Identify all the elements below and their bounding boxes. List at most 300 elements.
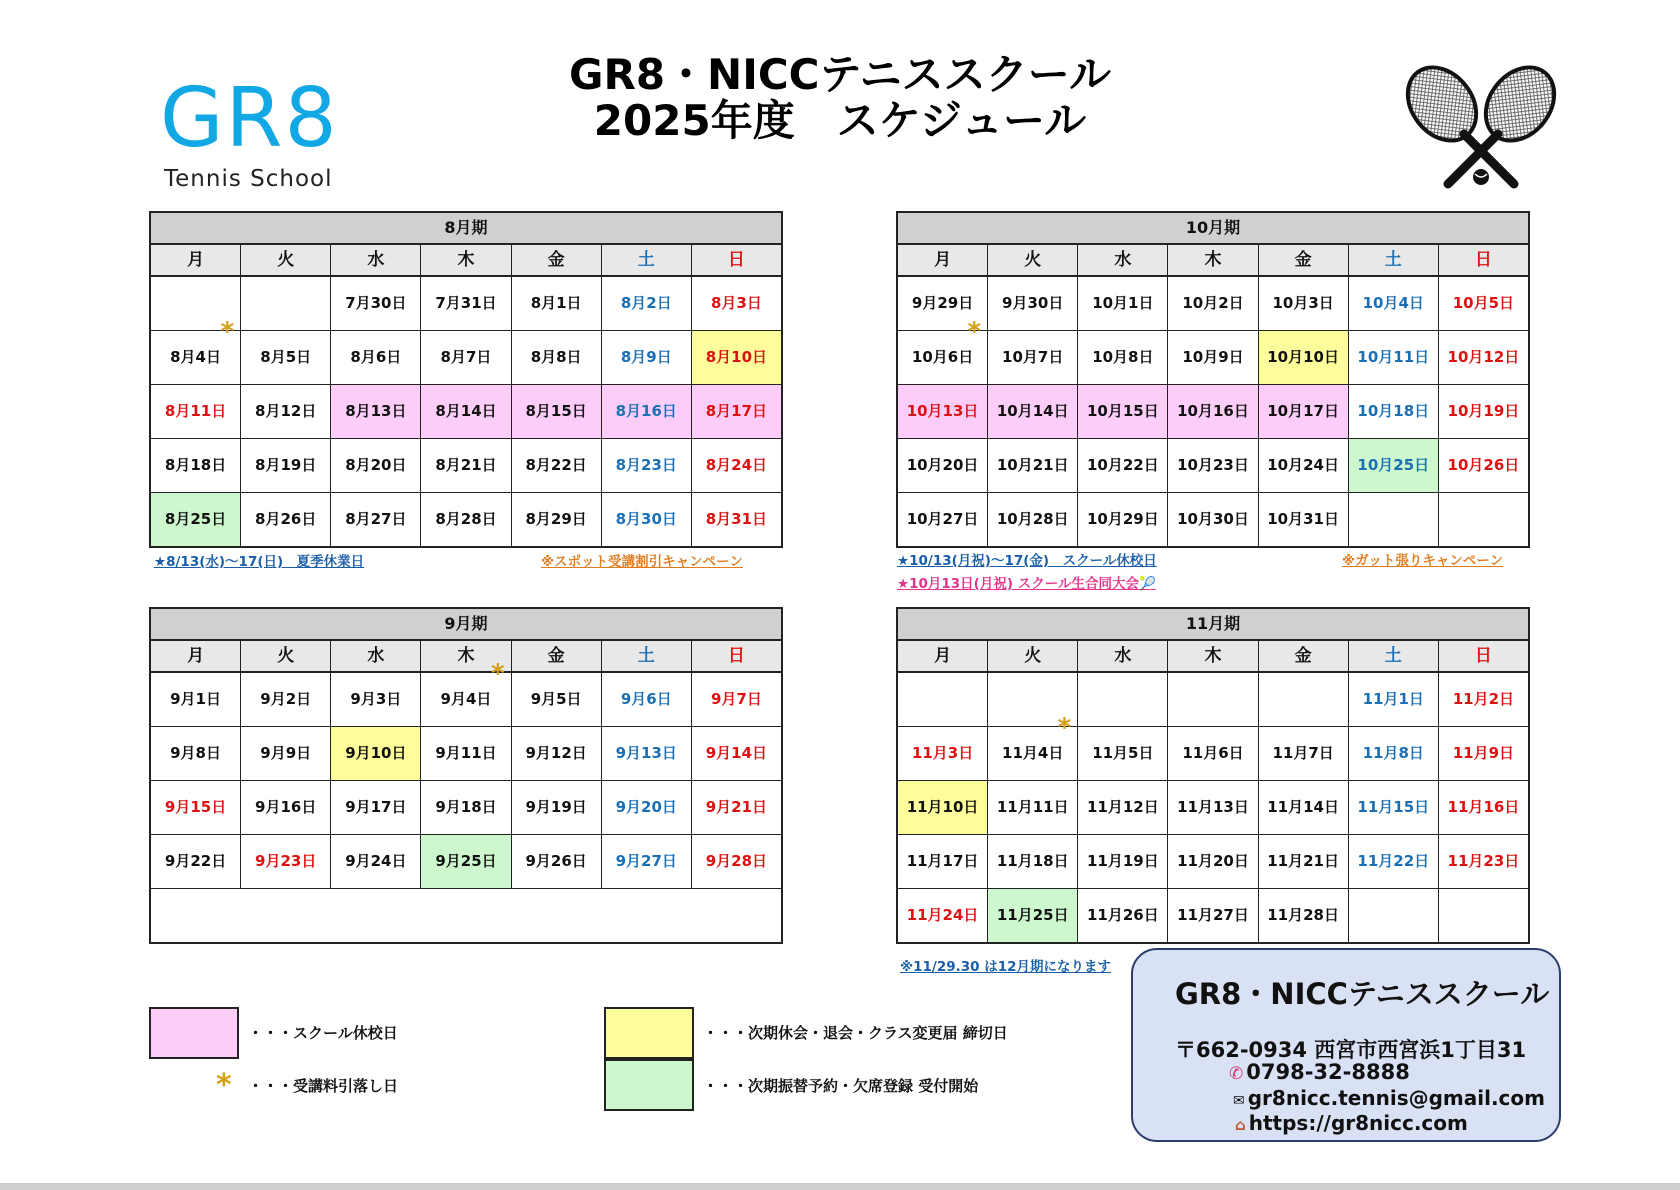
calendar-day-cell [512, 277, 602, 330]
day-label: 9月24日 [345, 852, 407, 870]
calendar-day-cell [1168, 385, 1258, 438]
day-label: 10月22日 [1086, 456, 1159, 474]
calendar-day-cell [692, 385, 781, 438]
day-label: 11月28日 [1267, 906, 1339, 924]
day-label: 9月28日 [705, 852, 768, 870]
day-label: 8月3日 [710, 294, 762, 312]
calendar-day-cell [1349, 385, 1439, 438]
day-label: 10月26日 [1447, 456, 1520, 474]
day-label: 10月31日 [1267, 510, 1339, 528]
day-label: 10月5日 [1452, 294, 1515, 312]
weekday-label: 水 [1078, 641, 1168, 671]
day-label: 11月17日 [906, 852, 979, 870]
day-label: 9月2日 [260, 690, 312, 708]
page-title [540, 52, 1140, 144]
calendar-day-cell [512, 673, 602, 726]
calendar-day-cell [1078, 889, 1168, 942]
day-label: 11月21日 [1267, 852, 1339, 870]
weekday-label: 日 [1474, 646, 1492, 666]
day-label: 8月9日 [620, 348, 672, 366]
weekday-label: 月 [898, 641, 988, 671]
calendar-day-cell [512, 439, 602, 492]
calendar-day-cell [1168, 889, 1258, 942]
contact-school-name: GR8・NICCテニススクール [1175, 977, 1550, 1011]
weekday-label: 火 [241, 641, 331, 671]
day-label: 11月14日 [1267, 798, 1339, 816]
note-october-tournament: ★10月13日(月祝) スクール生合同大会🎾 [897, 576, 1156, 592]
calendar-day-cell [692, 493, 781, 546]
day-label: 8月17日 [705, 402, 768, 420]
day-label: 8月29日 [525, 510, 587, 528]
day-label: 11月16日 [1447, 798, 1520, 816]
day-label: 10月20日 [906, 456, 979, 474]
note-october-gut-campaign: ※ガット張りキャンペーン [1342, 553, 1504, 569]
weekday-label: 日 [1474, 250, 1492, 270]
calendar-week-row [151, 317, 781, 385]
calendar-title: 10月期 [898, 213, 1528, 245]
calendar-day-cell [421, 835, 511, 888]
calendar-day-cell [1078, 727, 1168, 780]
bottom-border-strip [0, 1183, 1680, 1190]
calendar-day-cell [241, 439, 331, 492]
calendar-day-cell [1349, 331, 1439, 384]
calendar-week-row [151, 889, 781, 942]
weekday-header [151, 245, 781, 277]
weekday-label: 土 [1349, 641, 1439, 671]
day-label: 8月28日 [435, 510, 497, 528]
note-august-summer-holiday: ★8/13(水)～17(日) 夏季休業日 [154, 554, 365, 570]
contact-url[interactable]: https://gr8nicc.com [1248, 1111, 1468, 1135]
calendar-day-cell [512, 781, 602, 834]
day-label: 9月3日 [350, 690, 402, 708]
day-label: 11月7日 [1272, 744, 1334, 762]
day-label: 8月20日 [345, 456, 407, 474]
calendar-week-row [898, 385, 1528, 439]
calendar-day-cell [1168, 331, 1258, 384]
calendar-day-cell [1168, 835, 1258, 888]
day-label: 11月20日 [1177, 852, 1249, 870]
note-august-spot-campaign: ※スポット受講割引キャンペーン [541, 554, 743, 570]
calendar-empty-cell [1259, 673, 1349, 726]
legend-star-icon: * [216, 1068, 232, 1103]
contact-phone[interactable]: 0798-32-8888 [1246, 1060, 1410, 1084]
calendar-empty-cell [1439, 889, 1528, 942]
weekday-label: 金 [1259, 245, 1349, 275]
day-label: 9月4日 [440, 690, 492, 708]
weekday-label: 木 [421, 641, 511, 671]
calendar-october [896, 211, 1530, 548]
mail-icon: ✉ [1233, 1093, 1245, 1109]
calendar-day-cell [602, 439, 692, 492]
calendar-week-row [151, 659, 781, 727]
calendar-day-cell [988, 493, 1078, 546]
day-label: 11月15日 [1357, 798, 1430, 816]
day-label: 8月10日 [705, 348, 768, 366]
weekday-label: 土 [602, 641, 692, 671]
weekday-label: 月 [151, 245, 241, 275]
calendar-day-cell [898, 385, 988, 438]
weekday-label: 日 [727, 250, 745, 270]
calendar-day-cell [692, 439, 781, 492]
day-label: 11月9日 [1452, 744, 1515, 762]
day-label: 9月7日 [710, 690, 762, 708]
day-label: 10月18日 [1357, 402, 1430, 420]
day-label: 10月27日 [906, 510, 979, 528]
calendar-day-cell [692, 727, 781, 780]
calendar-day-cell [1078, 439, 1168, 492]
calendar-day-cell [151, 439, 241, 492]
gr8-logo [160, 71, 350, 192]
calendar-day-cell [1349, 277, 1439, 330]
calendar-day-cell [151, 385, 241, 438]
calendar-day-cell [512, 385, 602, 438]
calendar-week-row [898, 781, 1528, 835]
calendar-day-cell [241, 781, 331, 834]
weekday-label: 土 [1349, 245, 1439, 275]
day-label: 8月18日 [164, 456, 227, 474]
calendar-empty-cell [1078, 673, 1168, 726]
calendar-week-row [151, 727, 781, 781]
weekday-label: 水 [331, 245, 421, 275]
calendar-day-cell [1439, 385, 1528, 438]
calendar-day-cell [331, 277, 421, 330]
day-label: 8月23日 [615, 456, 677, 474]
day-label: 10月8日 [1092, 348, 1154, 366]
calendar-day-cell [1259, 889, 1349, 942]
day-label: 8月5日 [260, 348, 312, 366]
calendar-day-cell [331, 781, 421, 834]
day-label: 11月3日 [911, 744, 974, 762]
weekday-label: 火 [988, 245, 1078, 275]
calendar-day-cell [988, 439, 1078, 492]
calendar-day-cell [241, 727, 331, 780]
note-november-december-term: ※11/29.30 は12月期になります [900, 959, 1112, 975]
calendar-day-cell [602, 835, 692, 888]
day-label: 9月22日 [164, 852, 227, 870]
calendar-day-cell [988, 277, 1078, 330]
calendar-day-cell [421, 439, 511, 492]
legend-swatch-deadline [604, 1007, 694, 1059]
weekday-label: 火 [241, 245, 331, 275]
calendar-day-cell [1259, 439, 1349, 492]
day-label: 9月21日 [705, 798, 768, 816]
calendar-empty-cell [1349, 493, 1439, 546]
contact-address: 〒662-0934 西宮市西宮浜1丁目31 [1175, 1038, 1527, 1062]
contact-url-row [1235, 1111, 1468, 1135]
calendar-day-cell [241, 331, 331, 384]
day-label: 8月19日 [255, 456, 317, 474]
day-label: 10月21日 [996, 456, 1069, 474]
day-label: 9月14日 [705, 744, 768, 762]
calendar-day-cell [898, 889, 988, 942]
calendar-day-cell [602, 673, 692, 726]
day-label: 11月22日 [1357, 852, 1430, 870]
calendar-week-row [151, 277, 781, 331]
contact-email[interactable]: gr8nicc.tennis@gmail.com [1247, 1086, 1545, 1110]
day-label: 10月6日 [911, 348, 974, 366]
weekday-label: 金 [512, 245, 602, 275]
calendar-day-cell [602, 781, 692, 834]
calendar-day-cell [512, 331, 602, 384]
day-label: 11月18日 [996, 852, 1069, 870]
day-label: 10月3日 [1272, 294, 1334, 312]
calendar-day-cell [1078, 331, 1168, 384]
contact-phone-row [1229, 1060, 1410, 1084]
calendar-day-cell [1439, 727, 1528, 780]
title-line-1: GR8・NICCテニススクール [569, 50, 1111, 99]
day-label: 9月23日 [255, 852, 317, 870]
calendar-day-cell [421, 727, 511, 780]
day-label: 10月11日 [1357, 348, 1430, 366]
calendar-day-cell [1168, 781, 1258, 834]
calendar-day-cell [1349, 727, 1439, 780]
calendar-day-cell [331, 727, 421, 780]
calendar-day-cell [898, 835, 988, 888]
calendar-day-cell [602, 727, 692, 780]
calendar-week-row [898, 889, 1528, 942]
crossed-tennis-rackets-icon [1396, 64, 1566, 192]
calendar-day-cell [331, 673, 421, 726]
calendar-week-row [151, 439, 781, 493]
calendar-day-cell [1349, 835, 1439, 888]
day-label: 11月2日 [1452, 690, 1515, 708]
day-label: 10月1日 [1092, 294, 1154, 312]
calendar-day-cell [241, 835, 331, 888]
calendar-day-cell [602, 331, 692, 384]
calendar-day-cell [1259, 385, 1349, 438]
day-label: 10月29日 [1086, 510, 1159, 528]
legend-swatch-reservation [604, 1059, 694, 1111]
calendar-day-cell [151, 317, 241, 384]
calendar-week-row [898, 713, 1528, 781]
legend-label-fee: ・・・受講料引落し日 [248, 1077, 399, 1095]
calendar-day-cell [241, 385, 331, 438]
weekday-label: 火 [988, 641, 1078, 671]
legend-label-holiday: ・・・スクール休校日 [248, 1024, 398, 1042]
calendar-day-cell [1439, 835, 1528, 888]
weekday-label: 木 [421, 245, 511, 275]
day-label: 10月13日 [906, 402, 979, 420]
calendar-day-cell [602, 385, 692, 438]
calendar-day-cell [1168, 439, 1258, 492]
legend-label-deadline: ・・・次期休会・退会・クラス変更届 締切日 [703, 1024, 1008, 1042]
day-label: 10月2日 [1182, 294, 1244, 312]
weekday-label: 木 [1168, 245, 1258, 275]
calendar-day-cell [602, 277, 692, 330]
calendar-title: 8月期 [151, 213, 781, 245]
day-label: 8月8日 [530, 348, 582, 366]
day-label: 8月27日 [345, 510, 407, 528]
day-label: 9月5日 [530, 690, 582, 708]
calendar-day-cell [512, 835, 602, 888]
day-label: 10月28日 [996, 510, 1069, 528]
calendar-week-row [898, 835, 1528, 889]
calendar-november [896, 607, 1530, 944]
calendar-week-row [151, 781, 781, 835]
day-label: 9月8日 [170, 744, 221, 762]
day-label: 10月4日 [1362, 294, 1424, 312]
day-label: 9月11日 [435, 744, 497, 762]
home-icon: ⌂ [1235, 1116, 1246, 1134]
weekday-label: 月 [151, 641, 241, 671]
day-label: 9月15日 [164, 798, 227, 816]
calendar-day-cell [1439, 781, 1528, 834]
calendar-day-cell [1259, 277, 1349, 330]
calendar-day-cell [1439, 673, 1528, 726]
empty-row [151, 889, 781, 942]
day-label: 9月27日 [615, 852, 677, 870]
calendar-day-cell [1439, 277, 1528, 330]
calendar-day-cell [421, 493, 511, 546]
calendar-day-cell [421, 331, 511, 384]
day-label: 10月14日 [996, 402, 1069, 420]
day-label: 11月19日 [1086, 852, 1159, 870]
day-label: 9月26日 [525, 852, 587, 870]
calendar-day-cell [1349, 781, 1439, 834]
calendar-week-row [151, 835, 781, 889]
calendar-day-cell [692, 673, 781, 726]
calendar-day-cell [988, 713, 1078, 780]
day-label: 10月12日 [1447, 348, 1520, 366]
calendar-day-cell [1439, 331, 1528, 384]
day-label: 9月29日 [911, 294, 974, 312]
day-label: 8月7日 [440, 348, 492, 366]
calendar-week-row [151, 385, 781, 439]
calendar-day-cell [1259, 727, 1349, 780]
day-label: 11月10日 [906, 798, 979, 816]
title-line-2: 2025年度 スケジュール [593, 96, 1087, 145]
calendar-day-cell [1439, 439, 1528, 492]
calendar-day-cell [1078, 835, 1168, 888]
calendar-day-cell [988, 835, 1078, 888]
calendar-day-cell [1078, 781, 1168, 834]
day-label: 7月30日 [345, 294, 407, 312]
calendar-day-cell [1168, 727, 1258, 780]
day-label: 10月15日 [1086, 402, 1159, 420]
day-label: 11月1日 [1362, 690, 1424, 708]
day-label: 9月1日 [170, 690, 221, 708]
logo-main-text: GR8 [160, 71, 339, 166]
calendar-day-cell [1259, 331, 1349, 384]
day-label: 11月4日 [1002, 744, 1064, 762]
day-label: 10月16日 [1177, 402, 1249, 420]
day-label: 11月26日 [1086, 906, 1159, 924]
day-label: 8月13日 [345, 402, 407, 420]
calendar-week-row [898, 439, 1528, 493]
calendar-day-cell [331, 493, 421, 546]
day-label: 8月2日 [620, 294, 672, 312]
day-label: 11月12日 [1086, 798, 1159, 816]
calendar-day-cell [241, 673, 331, 726]
calendar-day-cell [692, 781, 781, 834]
calendar-day-cell [331, 439, 421, 492]
weekday-header [151, 641, 781, 673]
calendar-title: 9月期 [151, 609, 781, 641]
calendar-day-cell [988, 331, 1078, 384]
calendar-day-cell [151, 673, 241, 726]
day-label: 8月1日 [530, 294, 582, 312]
calendar-day-cell [692, 331, 781, 384]
calendar-day-cell [988, 889, 1078, 942]
calendar-empty-cell [241, 277, 331, 330]
day-label: 10月19日 [1447, 402, 1520, 420]
day-label: 9月17日 [345, 798, 407, 816]
calendar-day-cell [898, 727, 988, 780]
day-label: 8月21日 [435, 456, 497, 474]
weekday-label: 金 [512, 641, 602, 671]
day-label: 10月25日 [1357, 456, 1430, 474]
day-label: 8月22日 [525, 456, 587, 474]
calendar-empty-cell [898, 673, 988, 726]
calendar-week-row [151, 493, 781, 546]
calendar-empty-cell [1168, 673, 1258, 726]
calendar-week-row [898, 673, 1528, 727]
day-label: 9月25日 [435, 852, 497, 870]
day-label: 8月31日 [705, 510, 768, 528]
weekday-label: 日 [727, 646, 745, 666]
day-label: 9月12日 [525, 744, 587, 762]
day-label: 8月11日 [164, 402, 227, 420]
calendar-day-cell [692, 277, 781, 330]
day-label: 9月19日 [525, 798, 587, 816]
calendar-empty-cell [1439, 493, 1528, 546]
day-label: 8月16日 [615, 402, 677, 420]
calendar-day-cell [151, 727, 241, 780]
day-label: 10月9日 [1182, 348, 1244, 366]
calendar-day-cell [1078, 493, 1168, 546]
calendar-day-cell [898, 493, 988, 546]
weekday-label: 月 [898, 245, 988, 275]
calendar-day-cell [151, 835, 241, 888]
calendar-august [149, 211, 783, 548]
day-label: 9月9日 [260, 744, 312, 762]
calendar-day-cell [331, 331, 421, 384]
day-label: 11月13日 [1177, 798, 1249, 816]
day-label: 10月24日 [1267, 456, 1339, 474]
day-label: 9月20日 [615, 798, 677, 816]
day-label: 11月27日 [1177, 906, 1249, 924]
calendar-day-cell [512, 493, 602, 546]
day-label: 11月8日 [1362, 744, 1424, 762]
calendar-day-cell [331, 835, 421, 888]
calendar-day-cell [1078, 385, 1168, 438]
debit-star-icon: * [220, 317, 235, 347]
day-label: 8月15日 [525, 402, 587, 420]
day-label: 11月6日 [1182, 744, 1244, 762]
calendar-day-cell [898, 439, 988, 492]
day-label: 10月23日 [1177, 456, 1249, 474]
day-label: 10月10日 [1267, 348, 1339, 366]
day-label: 9月18日 [435, 798, 497, 816]
day-label: 9月6日 [620, 690, 672, 708]
day-label: 8月6日 [350, 348, 402, 366]
weekday-header [898, 641, 1528, 673]
calendar-week-row [898, 277, 1528, 331]
calendar-day-cell [1078, 277, 1168, 330]
day-label: 11月5日 [1092, 744, 1154, 762]
calendar-day-cell [421, 385, 511, 438]
calendar-day-cell [602, 493, 692, 546]
weekday-label: 土 [602, 245, 692, 275]
day-label: 10月7日 [1002, 348, 1064, 366]
day-label: 8月14日 [435, 402, 497, 420]
day-label: 11月23日 [1447, 852, 1520, 870]
calendar-day-cell [988, 385, 1078, 438]
calendar-day-cell [151, 493, 241, 546]
debit-star-icon: * [490, 659, 505, 689]
calendar-day-cell [241, 493, 331, 546]
note-october-school-holiday: ★10/13(月祝)～17(金) スクール休校日 [897, 553, 1157, 569]
